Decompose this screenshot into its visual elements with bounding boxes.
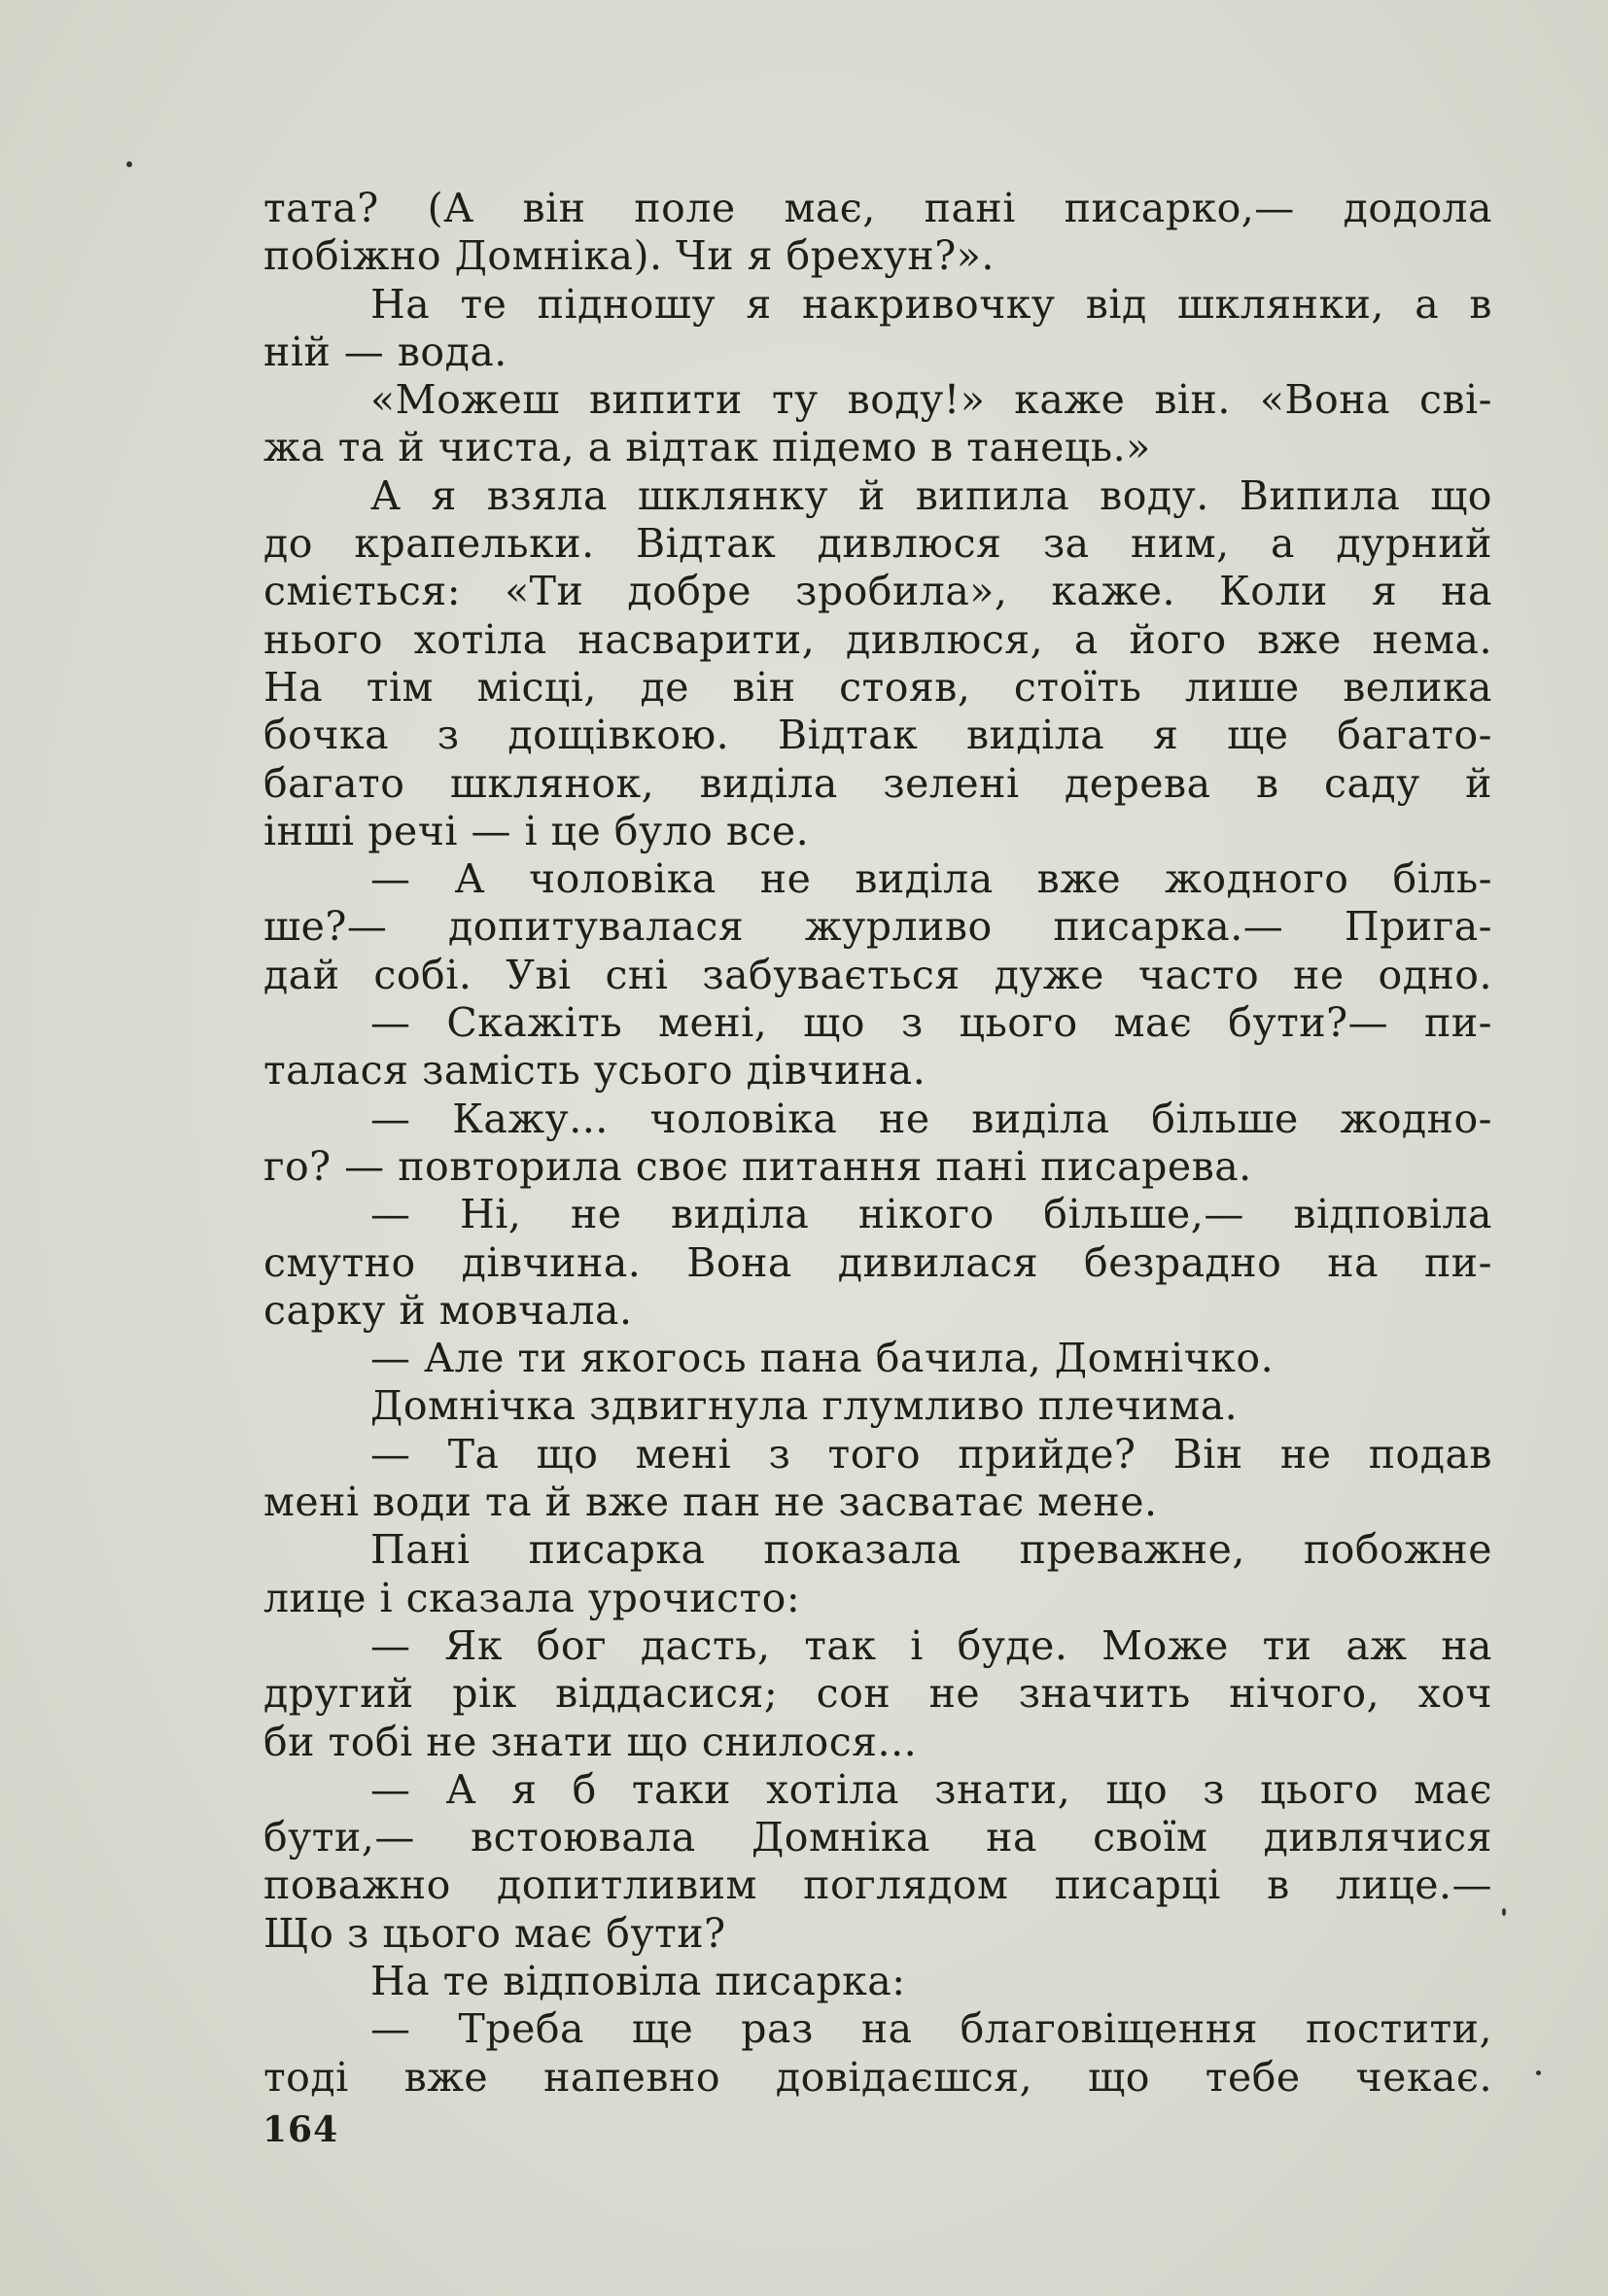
text-line: бочка з дощівкою. Відтак виділа я ще багато- <box>263 712 1492 759</box>
text-line: смутно дівчина. Вона дивилася безрадно на пи- <box>263 1238 1492 1286</box>
text-line: тоді вже напевно довідаєшся, що тебе чекає. <box>263 2053 1492 2101</box>
text-line: тата? (А він поле має, пані писарко,— додола <box>263 185 1492 231</box>
text-line: талася замість усього дівчина. <box>263 1047 926 1095</box>
text-line: до крапельки. Відтак дивлюся за ним, а дурний <box>263 520 1492 568</box>
text-line: ше?— допитувалася журливо писарка.— Пригa- <box>263 903 1492 951</box>
text-line: — Як бог дасть, так і буде. Може ти аж на <box>370 1621 1492 1669</box>
text-line: го? — повторила своє питання пані писарева. <box>263 1142 1252 1190</box>
text-line: — Треба ще раз на благовіщення постити, <box>370 2005 1492 2053</box>
text-line: Що з цього має бути? <box>263 1909 726 1957</box>
text-line: Домнічка здвигнула глумливо плечима. <box>370 1382 1239 1430</box>
text-line: Пані писарка показала преважне, побожне <box>370 1526 1492 1574</box>
text-line: сарку й мовчала. <box>263 1286 633 1334</box>
body-text <box>263 185 1492 2102</box>
text-line: — А чоловіка не виділа вже жодного біль- <box>370 855 1492 903</box>
text-line: — Та що мені з того прийде? Він не подав <box>370 1430 1492 1478</box>
text-line: «Можеш випити ту воду!» каже він. «Вона сві- <box>370 376 1492 424</box>
text-line: лице і сказала урочисто: <box>263 1574 801 1621</box>
text-line: другий рік віддасися; сон не значить нічого, хоч <box>263 1670 1492 1718</box>
text-line: дай собі. Уві сні забувається дуже часто не одно. <box>263 951 1492 998</box>
ink-speck <box>126 161 132 167</box>
text-line: На те підношу я накривочку від шклянки, а в <box>370 280 1492 328</box>
text-line: нього хотіла насварити, дивлюся, а його вже нема. <box>263 615 1492 663</box>
text-line: поважно допитливим поглядом писарці в лице.— <box>263 1861 1492 1909</box>
text-line: На тім місці, де він стояв, стоїть лише велика <box>263 663 1492 711</box>
text-line: би тобі не знати що снилося... <box>263 1718 918 1765</box>
text-line: ній — вода. <box>263 328 507 375</box>
text-line: На те відповіла писарка: <box>370 1957 906 2004</box>
text-line: жа та й чиста, а відтак підемо в танець.» <box>263 424 1151 471</box>
text-line: багато шклянок, виділа зелені дерева в саду й <box>263 759 1492 807</box>
ink-speck <box>1536 2070 1541 2075</box>
text-line: — Але ти якогось пана бачила, Домнічко. <box>370 1335 1275 1382</box>
text-line: побіжно Домніка). Чи я брехун?». <box>263 232 995 280</box>
page-number: 164 <box>262 2109 339 2150</box>
text-line: — А я б таки хотіла знати, що з цього має <box>370 1765 1492 1813</box>
text-line: інші речі — і це було все. <box>263 807 810 854</box>
text-line: — Кажу... чоловіка не виділа більше жодно- <box>370 1095 1492 1142</box>
text-line: мені води та й вже пан не засватає мене. <box>263 1478 1158 1526</box>
text-line: — Скажіть мені, що з цього має бути?— пи- <box>370 999 1492 1047</box>
ink-speck <box>1502 1908 1506 1916</box>
text-line: бути,— встоювала Домніка на своїм дивлячися <box>263 1814 1492 1861</box>
text-line: — Ні, не виділа нікого більше,— відповіла <box>370 1191 1492 1238</box>
text-line: А я взяла шклянку й випила воду. Випила що <box>370 471 1492 519</box>
text-line: сміється: «Ти добре зробила», каже. Коли я на <box>263 568 1492 615</box>
